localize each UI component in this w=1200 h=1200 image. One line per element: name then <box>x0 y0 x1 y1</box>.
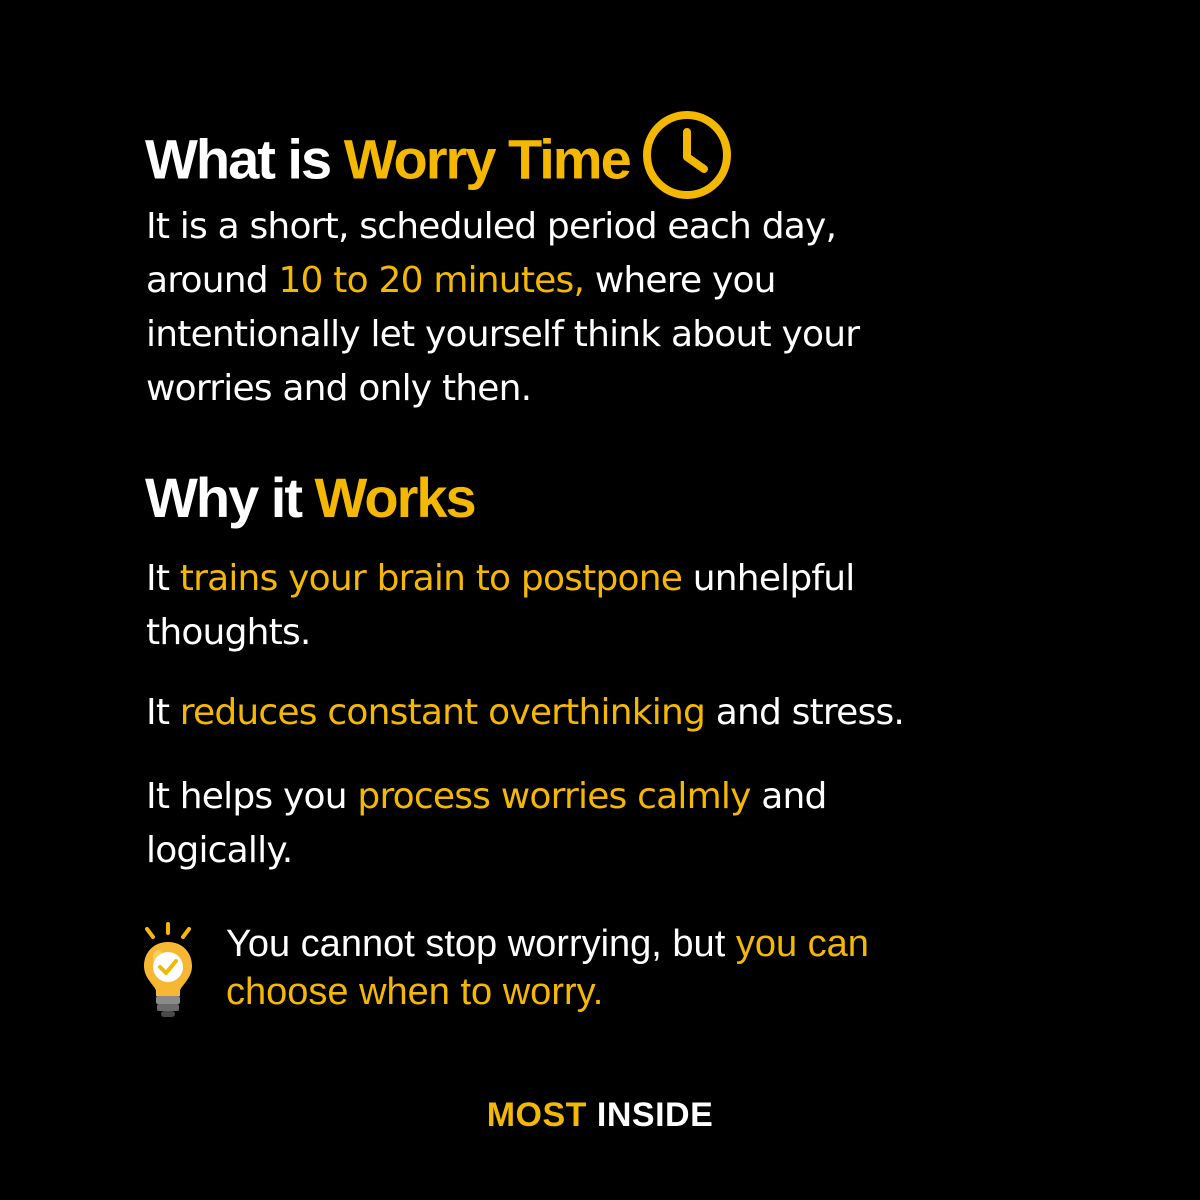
tip-text <box>226 920 869 1016</box>
tip-line-1 <box>226 920 869 968</box>
brand-rest: INSIDE <box>586 1096 714 1134</box>
heading-highlight: Works <box>314 466 475 529</box>
heading-why-it-works <box>145 466 475 529</box>
reason-start: It <box>146 558 180 599</box>
reason-highlight: process worries calmly <box>357 776 751 817</box>
reason-line <box>146 686 904 740</box>
intro-line-4: worries and only then. <box>146 368 532 409</box>
intro-line-3: intentionally let yourself think about your <box>146 314 860 355</box>
reason-end: and stress. <box>705 692 905 733</box>
reason-item <box>146 552 855 660</box>
reason-end: and <box>750 776 827 817</box>
lightbulb-check-icon <box>140 920 196 1024</box>
heading-prefix: Why it <box>145 466 315 529</box>
reason-continuation: thoughts. <box>146 612 311 653</box>
intro-line-1: It is a short, scheduled period each day, <box>146 206 837 247</box>
heading-highlight: Worry Time <box>343 127 630 191</box>
brand-highlight: MOST <box>486 1096 587 1134</box>
intro-paragraph <box>146 200 859 416</box>
reason-start: It <box>146 692 180 733</box>
intro-line-2-end: where you <box>584 260 776 301</box>
reason-line <box>146 770 827 824</box>
reason-item <box>146 686 904 740</box>
heading-prefix: What is <box>145 127 344 191</box>
intro-line-2 <box>146 254 859 308</box>
tip-callout <box>140 920 869 1024</box>
reason-end: unhelpful <box>682 558 855 599</box>
reason-start: It helps you <box>146 776 358 817</box>
reason-line <box>146 552 855 606</box>
brand-logo <box>0 1098 1200 1132</box>
clock-icon <box>642 110 732 209</box>
reason-highlight: trains your brain to postpone <box>179 558 683 599</box>
heading-what-is-worry-time <box>145 118 732 209</box>
intro-line-2-start: around <box>146 260 279 301</box>
tip-line-2: choose when to worry. <box>226 971 604 1013</box>
reason-continuation: logically. <box>146 830 293 871</box>
reason-item <box>146 770 827 878</box>
intro-duration-highlight: 10 to 20 minutes, <box>278 260 585 301</box>
tip-highlight: you can <box>735 923 869 965</box>
tip-line-1-start: You cannot stop worrying, but <box>226 923 736 965</box>
reason-highlight: reduces constant overthinking <box>179 692 706 733</box>
